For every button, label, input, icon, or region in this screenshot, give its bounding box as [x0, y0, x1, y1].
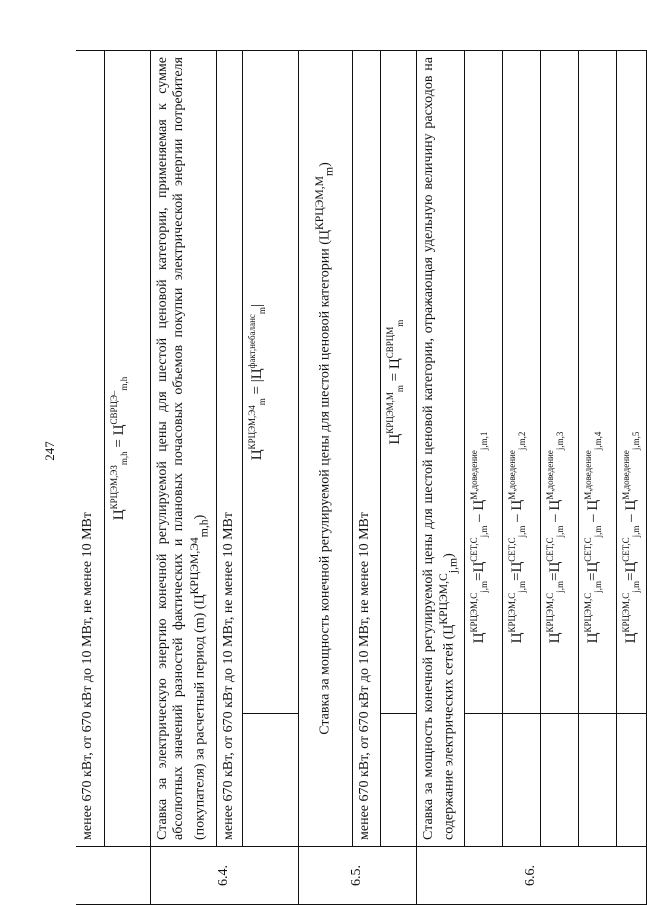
empty-cell — [380, 714, 416, 847]
formula-symbol: Ц — [248, 449, 265, 461]
row-subtitle: менее 670 кВт, от 670 кВт до 10 МВт, не менее 10 МВт — [352, 51, 380, 847]
tariff-table — [76, 50, 647, 905]
formula-subscript: m — [256, 398, 267, 406]
row-description — [416, 51, 465, 847]
formula-subscript: m — [256, 307, 267, 315]
formula-row — [242, 51, 298, 714]
row-subtitle: менее 670 кВт, от 670 кВт до 10 МВт, не менее 10 МВт — [216, 51, 242, 847]
description-superscript: КРЦЭМ,С — [437, 573, 451, 625]
formula-row — [380, 51, 416, 714]
description-subscript: j,m — [446, 557, 460, 574]
row-number: 6.6. — [416, 847, 646, 905]
formula-equals: = — [386, 372, 403, 382]
empty-cell — [541, 714, 579, 847]
net-formula-5: $Ц^{КРЦЭМ,С}_{j,m}=Ц^{СЕТ,С}_{j,m} - Ц^{М,доведение}_{j,m,5}$ — [617, 51, 647, 714]
formula-equals: = — [248, 386, 265, 395]
description-subscript: m,h — [196, 519, 210, 538]
formula-symbol: Ц — [110, 424, 127, 436]
description-superscript: КРЦЭМ,Э4 — [187, 537, 201, 595]
row-description — [298, 51, 352, 847]
description-superscript: КРЦЭМ,М — [313, 175, 327, 230]
empty-cell — [579, 714, 617, 847]
formula-superscript: КРЦЭМ,ЭЗ — [108, 465, 119, 510]
formula-symbol: Ц — [110, 509, 127, 521]
table-sheet — [76, 50, 642, 905]
formula-superscript: факт,небаланс — [246, 314, 257, 369]
formula-row — [104, 51, 150, 847]
formula-superscript: СВРЦМ — [384, 326, 395, 359]
net-formula-2: $Ц^{КРЦЭМ,С}_{j,m}=Ц^{СЕТ,С}_{j,m} - Ц^{М,доведение}_{j,m,2}$ — [503, 51, 541, 714]
formula-subscript: m,h — [118, 451, 129, 466]
empty-cell — [465, 714, 503, 847]
empty-cell — [503, 714, 541, 847]
formula-symbol: Ц — [386, 358, 403, 370]
description-text: Ставка за электрическую энергию конечной регулируемой цены для шестой ценовой категории, применяемая к сумме абсолютных значений разностей фактических и плановых почасовых объемов покупки электрической энергии потребителя (покупателя) за расчетный период (m) (Ц — [154, 57, 208, 840]
empty-cell — [617, 714, 647, 847]
row-number: 6.4. — [150, 847, 298, 905]
formula-superscript: КРЦЭМ,Э4 — [246, 405, 257, 450]
description-text: Ставка за мощность конечной регулируемой цены для шестой ценовой категории (Ц — [318, 230, 334, 735]
net-formula-1: $Ц^{КРЦЭМ,С}_{j,m}=Ц^{СЕТ,С}_{j,m} - Ц^{М,доведение}_{j,m,1}$ — [465, 51, 503, 714]
formula-symbol: |Ц — [248, 368, 265, 383]
formula-superscript: СВРЦЭ– — [108, 390, 119, 425]
description-text: Ставка за мощность конечной регулируемой цены для шестой ценовой категории, отражающая удельную величину расходов на содержание электрических сетей (Ц — [420, 57, 457, 840]
formula-bracket: | — [248, 304, 265, 308]
page-number: 247 — [42, 441, 57, 461]
description-close: ) — [318, 162, 334, 167]
description-subscript: m — [322, 166, 336, 176]
formula-subscript: m,h — [118, 376, 129, 391]
description-close: ) — [192, 514, 208, 520]
formula-equals: = — [110, 439, 127, 448]
empty-cell — [242, 714, 298, 847]
net-formula-3: $Ц^{КРЦЭМ,С}_{j,m}=Ц^{СЕТ,С}_{j,m} - Ц^{М,доведение}_{j,m,3}$ — [541, 51, 579, 714]
row-number-empty — [76, 847, 150, 905]
formula-subscript: m — [394, 319, 405, 327]
row-number: 6.5. — [298, 847, 416, 905]
row-subtitle: менее 670 кВт, от 670 кВт до 10 МВт, не менее 10 МВт — [76, 51, 104, 847]
description-close: ) — [441, 553, 457, 558]
formula-symbol: Ц — [386, 433, 403, 445]
formula-superscript: КРЦЭМ,М — [384, 392, 395, 434]
row-description — [150, 51, 216, 847]
rotated-content — [76, 50, 642, 905]
formula-subscript: m — [394, 385, 405, 393]
net-formula-4: $Ц^{КРЦЭМ,С}_{j,m}=Ц^{СЕТ,С}_{j,m} - Ц^{М,доведение}_{j,m,4}$ — [579, 51, 617, 714]
